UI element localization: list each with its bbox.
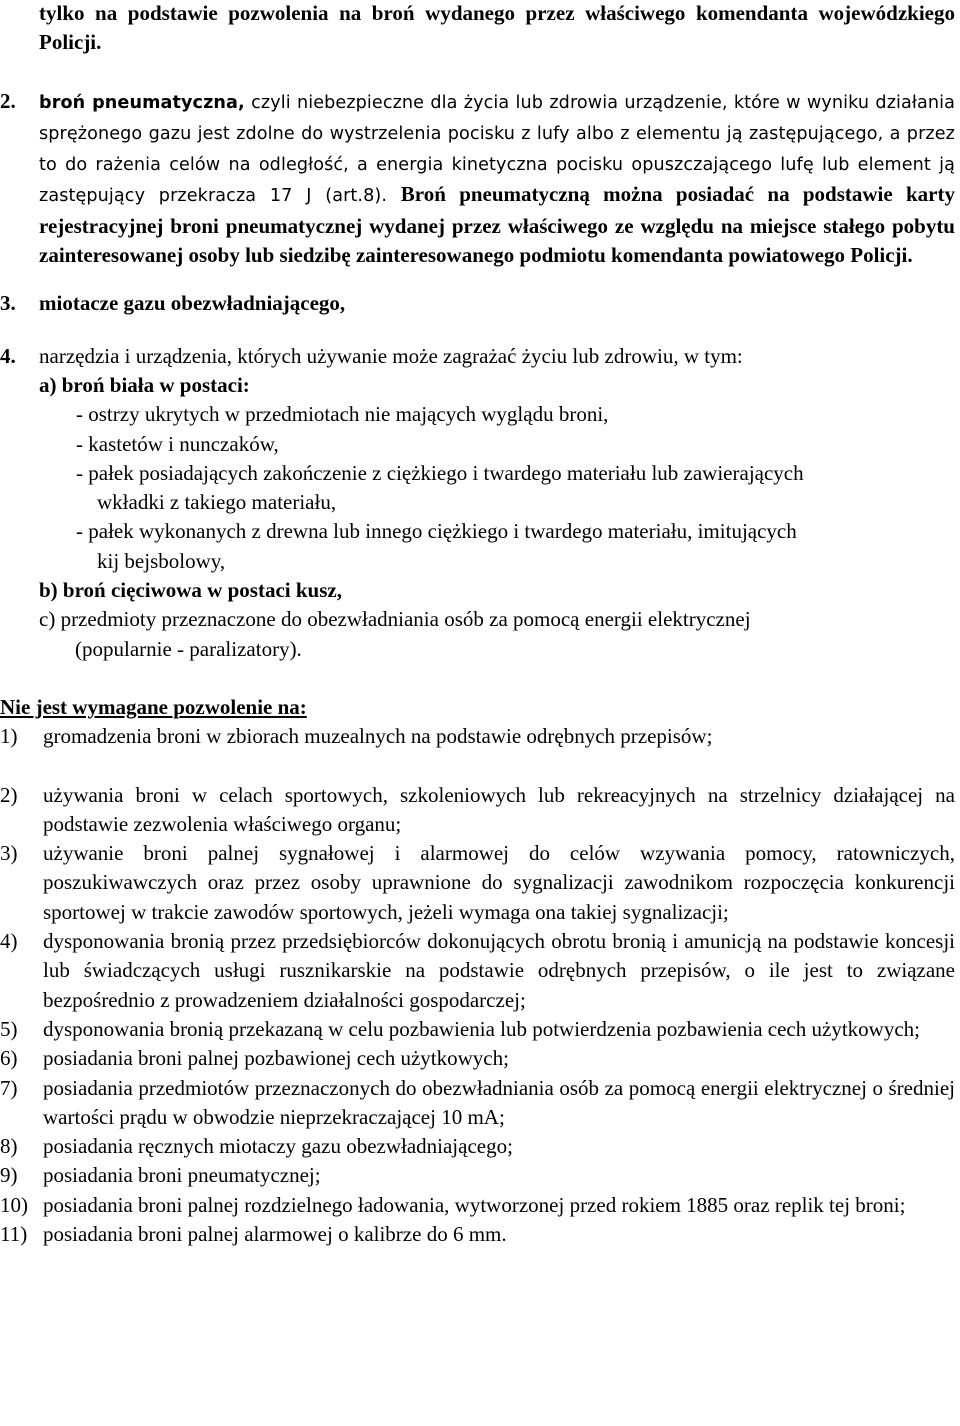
list-item xyxy=(0,1220,960,1249)
list-item-text: posiadania broni palnej pozbawionej cech użytkowych; xyxy=(43,1046,509,1071)
list-item xyxy=(0,1015,960,1044)
list-item-text: posiadania ręcznych miotaczy gazu obezwładniającego; xyxy=(43,1134,513,1159)
subsection-c-continuation: (popularnie - paralizatory). xyxy=(75,636,302,661)
exemptions-heading: Nie jest wymagane pozwolenie na: xyxy=(0,694,307,719)
list-item xyxy=(0,839,960,927)
list-item xyxy=(0,1161,960,1190)
section-2 xyxy=(0,87,960,271)
intro-paragraph: tylko na podstawie pozwolenia na broń wydanego przez właściwego komendanta wojewódzkiego Policji. xyxy=(39,1,955,55)
list-item-text: gromadzenia broni w zbiorach muzealnych na podstawie odrębnych przepisów; xyxy=(43,724,713,749)
list-item xyxy=(0,781,960,840)
list-item xyxy=(0,1074,960,1133)
list-item-number: 8) xyxy=(0,1134,18,1159)
list-item-continuation: kij bejsbolowy, xyxy=(97,548,226,573)
list-item-number: 1) xyxy=(0,724,18,749)
list-item-number: 6) xyxy=(0,1046,18,1071)
list-item xyxy=(0,1132,960,1161)
spacer xyxy=(0,752,960,781)
section-2-lead: broń pneumatyczna, xyxy=(39,92,245,113)
list-item-number: 10) xyxy=(0,1192,28,1217)
list-item-continuation: wkładki z takiego materiału, xyxy=(97,490,337,515)
section-number: 4. xyxy=(0,343,16,368)
list-item-number: 9) xyxy=(0,1163,18,1188)
list-item-number: 7) xyxy=(0,1075,18,1100)
list-item xyxy=(0,1191,960,1220)
section-4-text: narzędzia i urządzenia, których używanie może zagrażać życiu lub zdrowiu, w tym: xyxy=(39,343,743,368)
list-item-text: dysponowania bronią przekazaną w celu pozbawienia lub potwierdzenia pozbawienia cech użytkowych; xyxy=(43,1016,920,1041)
list-item-number: 3) xyxy=(0,841,18,866)
section-2-trail: Broń pneumatyczną można posiadać na podstawie karty rejestracyjnej broni pneumatycznej wydanej przez właściwego ze względu na miejsce stałego pobytu zainteresowanej osoby lub siedzibę zainteresowanego podmiotu komendanta powiatowego Policji. xyxy=(39,182,955,268)
subsection-c-line: c) przedmioty przeznaczone do obezwładniania osób za pomocą energii elektrycznej xyxy=(39,607,751,632)
list-item: - kastetów i nunczaków, xyxy=(76,431,279,456)
list-item-text: używania broni w celach sportowych, szkoleniowych lub rekreacyjnych na strzelnicy działającej na podstawie zezwolenia właściwego organu; xyxy=(43,782,955,836)
list-item-text: dysponowania bronią przez przedsiębiorców dokonujących obrotu bronią i amunicją na podstawie koncesji lub świadczących usługi rusznikarskie na podstawie odrębnych przepisów, o ile jest to związane bezpośrednio z prowadzeniem działalności gospodarczej; xyxy=(43,929,955,1012)
section-number: 2. xyxy=(0,88,16,113)
subsection-a-list xyxy=(0,400,960,576)
section-4 xyxy=(0,342,960,371)
section-2-text xyxy=(39,87,960,271)
list-item xyxy=(0,1044,960,1073)
list-item-number: 4) xyxy=(0,929,18,954)
list-item-number: 2) xyxy=(0,782,18,807)
list-item-text: posiadania broni palnej rozdzielnego ładowania, wytworzonej przed rokiem 1885 oraz replik tej broni; xyxy=(43,1192,906,1217)
list-item: - pałek posiadających zakończenie z ciężkiego i twardego materiału lub zawierających xyxy=(76,460,804,485)
subsection-a-label: a) broń biała w postaci: xyxy=(39,372,250,397)
list-item-text: używanie broni palnej sygnałowej i alarmowej do celów wzywania pomocy, ratowniczych, poszukiwawczych oraz przez osoby uprawnione do sygnalizacji zawodnikom rozpoczęcia konkurencji sportowej w trakcie zawodów sportowych, jeżeli wymaga ona takiej sygnalizacji; xyxy=(43,841,955,924)
subsection-b-label: b) broń cięciwowa w postaci kusz, xyxy=(39,578,342,603)
section-2-body: czyli niebezpieczne dla życia lub zdrowia urządzenie, które w wyniku działania sprężonego gazu jest zdolne do wystrzelenia pocisku z lufy albo z elementu ją zastępującego, a przez to do rażenia celów na odległość, a energia kinetyczna pocisku opuszczającego lufę lub element ją zastępujący przekracza 17 J (art.8). xyxy=(39,92,955,207)
list-item-text: posiadania przedmiotów przeznaczonych do obezwładniania osób za pomocą energii elektrycznej o średniej wartości prądu w obwodzie nieprzekraczającej 10 mA; xyxy=(43,1075,955,1129)
section-3 xyxy=(0,289,960,318)
list-item-text: posiadania broni pneumatycznej; xyxy=(43,1163,321,1188)
list-item xyxy=(0,722,960,751)
list-item: - ostrzy ukrytych w przedmiotach nie mających wyglądu broni, xyxy=(76,402,609,427)
section-3-text: miotacze gazu obezwładniającego, xyxy=(39,291,346,316)
list-item xyxy=(0,927,960,1015)
list-item-number: 11) xyxy=(0,1221,28,1246)
list-item-text: posiadania broni palnej alarmowej o kalibrze do 6 mm. xyxy=(43,1221,507,1246)
subsection-c xyxy=(0,605,960,664)
exemptions-list xyxy=(0,722,960,1249)
list-item: - pałek wykonanych z drewna lub innego ciężkiego i twardego materiału, imitujących xyxy=(76,519,797,544)
list-item-number: 5) xyxy=(0,1016,18,1041)
section-number: 3. xyxy=(0,291,16,316)
